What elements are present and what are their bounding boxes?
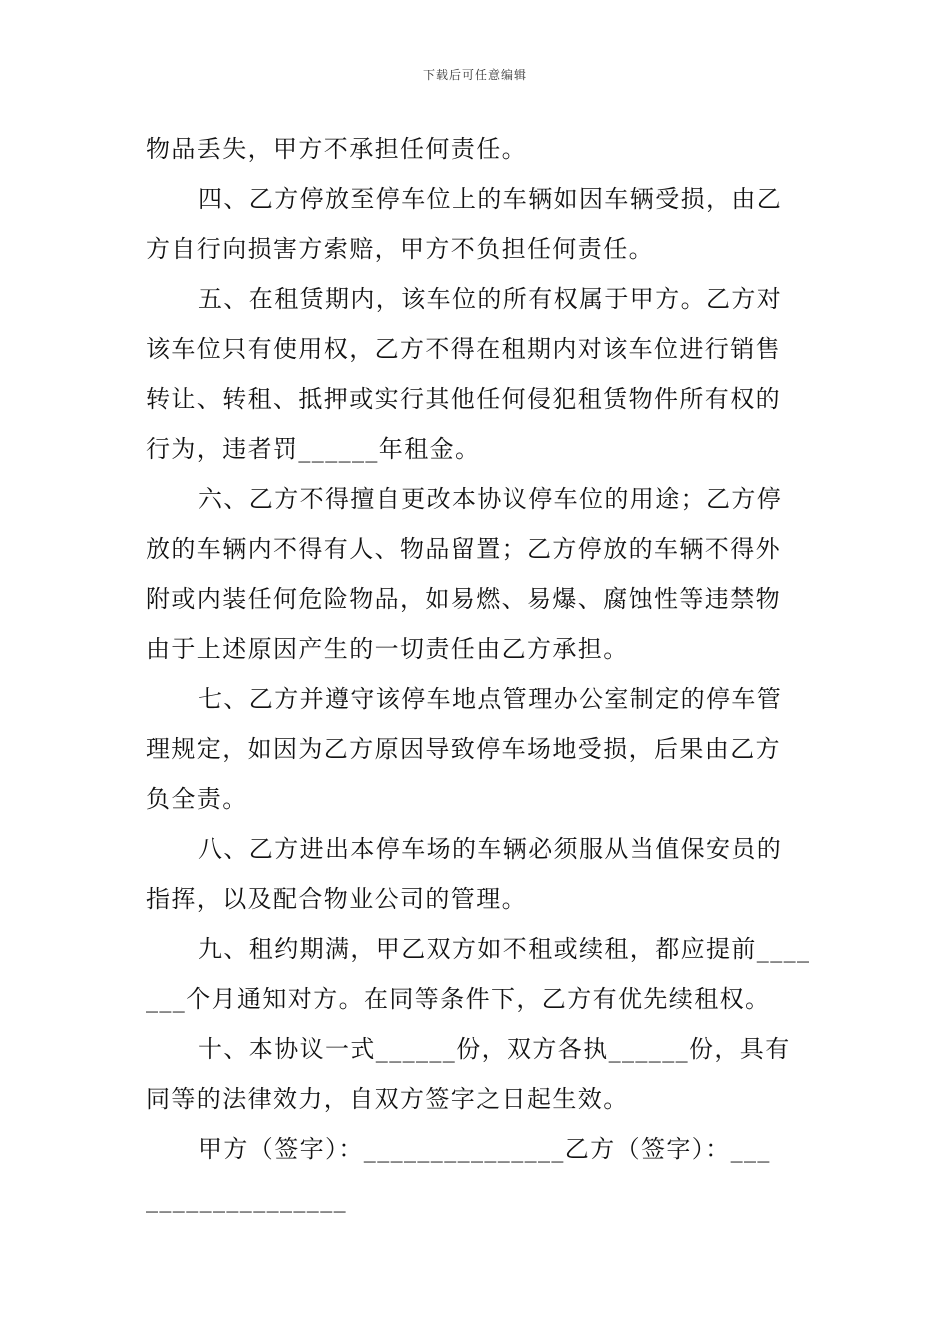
signature-line: 甲方（签字）：_______________乙方（签字）：___ — [198, 1135, 771, 1163]
text-line: 物品丢失，甲方不承担任何责任。 — [146, 135, 527, 163]
text-line: ___个月通知对方。在同等条件下，乙方有优先续租权。 — [146, 985, 771, 1013]
text-line: 由于上述原因产生的一切责任由乙方承担。 — [146, 635, 629, 663]
signature-blank: _______________ — [146, 1185, 347, 1213]
text-line: 负全责。 — [146, 785, 248, 813]
text-line: 指挥，以及配合物业公司的管理。 — [146, 885, 527, 913]
text-line: 该车位只有使用权，乙方不得在租期内对该车位进行销售 — [146, 335, 781, 363]
text-line: 理规定，如因为乙方原因导致停车场地受损，后果由乙方 — [146, 735, 781, 763]
clause-9-line: 九、租约期满，甲乙双方如不租或续租，都应提前____ — [198, 935, 811, 963]
clause-6-line: 六、乙方不得擅自更改本协议停车位的用途；乙方停 — [198, 485, 783, 513]
text-line: 放的车辆内不得有人、物品留置；乙方停放的车辆不得外 — [146, 535, 781, 563]
contract-body — [146, 124, 811, 1224]
clause-8-line: 八、乙方进出本停车场的车辆必须服从当值保安员的 — [198, 835, 783, 863]
text-line: 转让、转租、抵押或实行其他任何侵犯租赁物件所有权的 — [146, 385, 781, 413]
text-line: 附或内装任何危险物品，如易燃、易爆、腐蚀性等违禁物 — [146, 585, 781, 613]
page-header: 下载后可任意编辑 — [422, 68, 527, 82]
text-line: 方自行向损害方索赔，甲方不负担任何责任。 — [146, 235, 654, 263]
clause-5-line: 五、在租赁期内，该车位的所有权属于甲方。乙方对 — [198, 285, 783, 313]
text-line: 同等的法律效力，自双方签字之日起生效。 — [146, 1085, 629, 1113]
text-line: 行为，违者罚______年租金。 — [146, 435, 481, 463]
clause-10-line: 十、本协议一式______份，双方各执______份，具有 — [198, 1035, 791, 1063]
clause-4-line: 四、乙方停放至停车位上的车辆如因车辆受损，由乙 — [198, 185, 783, 213]
clause-7-line: 七、乙方并遵守该停车地点管理办公室制定的停车管 — [198, 685, 783, 713]
